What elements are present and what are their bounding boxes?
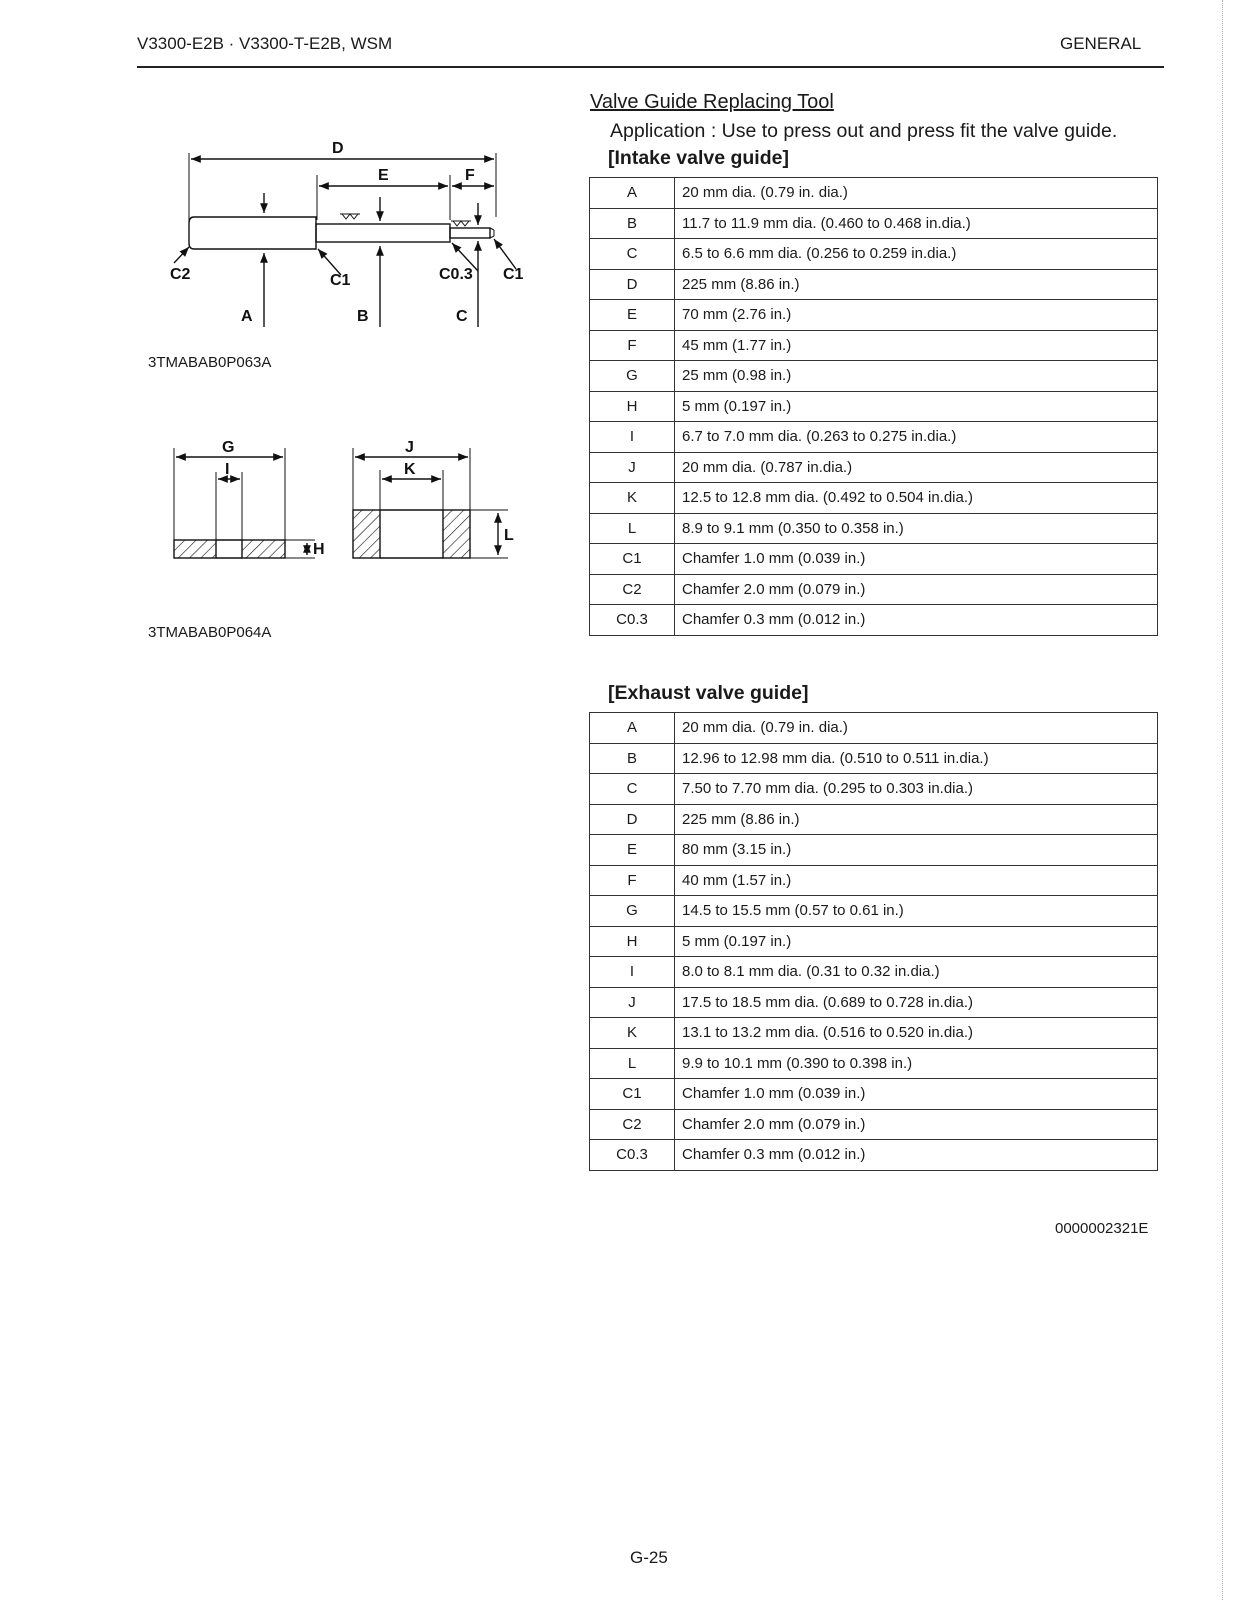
table-row bbox=[590, 330, 1158, 361]
spec-key: H bbox=[590, 391, 675, 422]
spec-value: 20 mm dia. (0.79 in. dia.) bbox=[675, 713, 1158, 744]
spec-key: E bbox=[590, 300, 675, 331]
spec-value: 225 mm (8.86 in.) bbox=[675, 804, 1158, 835]
spec-value: Chamfer 1.0 mm (0.039 in.) bbox=[675, 1079, 1158, 1110]
intake-spec-table bbox=[589, 177, 1158, 636]
table-row bbox=[590, 544, 1158, 575]
spec-value: 40 mm (1.57 in.) bbox=[675, 865, 1158, 896]
spec-key: H bbox=[590, 926, 675, 957]
table-row bbox=[590, 1140, 1158, 1171]
table-row bbox=[590, 957, 1158, 988]
spec-value: 12.96 to 12.98 mm dia. (0.510 to 0.511 in.dia.) bbox=[675, 743, 1158, 774]
spec-key: C0.3 bbox=[590, 1140, 675, 1171]
label-C2: C2 bbox=[170, 266, 191, 283]
table-row bbox=[590, 1018, 1158, 1049]
spec-value: 80 mm (3.15 in.) bbox=[675, 835, 1158, 866]
table-row bbox=[590, 926, 1158, 957]
table-row bbox=[590, 804, 1158, 835]
collar-drawing bbox=[160, 440, 540, 580]
spec-value: Chamfer 0.3 mm (0.012 in.) bbox=[675, 605, 1158, 636]
table-row bbox=[590, 269, 1158, 300]
exhaust-spec-table bbox=[589, 712, 1158, 1171]
label-J: J bbox=[405, 439, 414, 456]
table-row bbox=[590, 896, 1158, 927]
spec-key: G bbox=[590, 361, 675, 392]
table-row bbox=[590, 361, 1158, 392]
label-B: B bbox=[357, 308, 369, 325]
table-row bbox=[590, 743, 1158, 774]
spec-key: J bbox=[590, 452, 675, 483]
table-row bbox=[590, 1079, 1158, 1110]
spec-value: 8.0 to 8.1 mm dia. (0.31 to 0.32 in.dia.) bbox=[675, 957, 1158, 988]
table-row bbox=[590, 1048, 1158, 1079]
label-I: I bbox=[225, 461, 230, 478]
spec-value: 5 mm (0.197 in.) bbox=[675, 926, 1158, 957]
binding-rule bbox=[1222, 0, 1223, 1600]
document-code: 0000002321E bbox=[1055, 1220, 1149, 1237]
spec-key: C2 bbox=[590, 1109, 675, 1140]
spec-value: 17.5 to 18.5 mm dia. (0.689 to 0.728 in.dia.) bbox=[675, 987, 1158, 1018]
spec-value: Chamfer 1.0 mm (0.039 in.) bbox=[675, 544, 1158, 575]
table-row bbox=[590, 987, 1158, 1018]
spec-value: 45 mm (1.77 in.) bbox=[675, 330, 1158, 361]
table-row bbox=[590, 483, 1158, 514]
table-row bbox=[590, 178, 1158, 209]
table-row bbox=[590, 300, 1158, 331]
spec-key: F bbox=[590, 865, 675, 896]
spec-value: 11.7 to 11.9 mm dia. (0.460 to 0.468 in.dia.) bbox=[675, 208, 1158, 239]
spec-key: B bbox=[590, 743, 675, 774]
spec-key: E bbox=[590, 835, 675, 866]
spec-key: G bbox=[590, 896, 675, 927]
header-rule bbox=[137, 66, 1164, 68]
spec-value: 20 mm dia. (0.79 in. dia.) bbox=[675, 178, 1158, 209]
spec-key: F bbox=[590, 330, 675, 361]
table-row bbox=[590, 513, 1158, 544]
label-K: K bbox=[404, 461, 416, 478]
spec-key: A bbox=[590, 178, 675, 209]
label-F: F bbox=[465, 167, 475, 184]
spec-key: L bbox=[590, 1048, 675, 1079]
spec-value: Chamfer 0.3 mm (0.012 in.) bbox=[675, 1140, 1158, 1171]
label-D: D bbox=[332, 140, 344, 157]
table-row bbox=[590, 774, 1158, 805]
table-row bbox=[590, 239, 1158, 270]
page-number: G-25 bbox=[630, 1548, 668, 1567]
table-row bbox=[590, 835, 1158, 866]
spec-value: 25 mm (0.98 in.) bbox=[675, 361, 1158, 392]
table-row bbox=[590, 605, 1158, 636]
spec-key: C2 bbox=[590, 574, 675, 605]
spec-value: 14.5 to 15.5 mm (0.57 to 0.61 in.) bbox=[675, 896, 1158, 927]
label-C: C bbox=[456, 308, 468, 325]
table-row bbox=[590, 208, 1158, 239]
spec-key: J bbox=[590, 987, 675, 1018]
table-row bbox=[590, 422, 1158, 453]
spec-key: D bbox=[590, 269, 675, 300]
exhaust-title: [Exhaust valve guide] bbox=[608, 682, 809, 704]
header-manual-title: V3300-E2B · V3300-T-E2B, WSM bbox=[137, 34, 393, 53]
spec-key: C0.3 bbox=[590, 605, 675, 636]
spec-key: I bbox=[590, 422, 675, 453]
spec-value: 6.7 to 7.0 mm dia. (0.263 to 0.275 in.dia.) bbox=[675, 422, 1158, 453]
table-row bbox=[590, 865, 1158, 896]
table-row bbox=[590, 574, 1158, 605]
table-row bbox=[590, 713, 1158, 744]
spec-key: L bbox=[590, 513, 675, 544]
spec-key: A bbox=[590, 713, 675, 744]
spec-value: Chamfer 2.0 mm (0.079 in.) bbox=[675, 1109, 1158, 1140]
label-C03: C0.3 bbox=[439, 266, 473, 283]
spec-value: 9.9 to 10.1 mm (0.390 to 0.398 in.) bbox=[675, 1048, 1158, 1079]
figure-code-2: 3TMABAB0P064A bbox=[148, 624, 272, 641]
spec-value: 20 mm dia. (0.787 in.dia.) bbox=[675, 452, 1158, 483]
table-row bbox=[590, 391, 1158, 422]
label-H: H bbox=[313, 541, 325, 558]
spec-value: 225 mm (8.86 in.) bbox=[675, 269, 1158, 300]
spec-value: 6.5 to 6.6 mm dia. (0.256 to 0.259 in.dia.) bbox=[675, 239, 1158, 270]
label-C1-left: C1 bbox=[330, 272, 351, 289]
label-G: G bbox=[222, 439, 235, 456]
spec-value: 13.1 to 13.2 mm dia. (0.516 to 0.520 in.dia.) bbox=[675, 1018, 1158, 1049]
spec-key: K bbox=[590, 483, 675, 514]
label-C1-right: C1 bbox=[503, 266, 524, 283]
spec-value: 5 mm (0.197 in.) bbox=[675, 391, 1158, 422]
label-L: L bbox=[504, 527, 514, 544]
spec-key: C bbox=[590, 774, 675, 805]
spec-value: 7.50 to 7.70 mm dia. (0.295 to 0.303 in.dia.) bbox=[675, 774, 1158, 805]
spec-value: 8.9 to 9.1 mm (0.350 to 0.358 in.) bbox=[675, 513, 1158, 544]
spec-key: C bbox=[590, 239, 675, 270]
tool-drawing bbox=[160, 135, 540, 340]
spec-key: C1 bbox=[590, 1079, 675, 1110]
table-row bbox=[590, 1109, 1158, 1140]
intake-title: [Intake valve guide] bbox=[608, 147, 789, 169]
spec-value: 70 mm (2.76 in.) bbox=[675, 300, 1158, 331]
spec-key: I bbox=[590, 957, 675, 988]
label-E: E bbox=[378, 167, 389, 184]
header-section: GENERAL bbox=[1060, 34, 1142, 53]
spec-key: K bbox=[590, 1018, 675, 1049]
table-row bbox=[590, 452, 1158, 483]
spec-value: 12.5 to 12.8 mm dia. (0.492 to 0.504 in.dia.) bbox=[675, 483, 1158, 514]
figure-code-1: 3TMABAB0P063A bbox=[148, 354, 272, 371]
tool-title: Valve Guide Replacing Tool bbox=[590, 91, 834, 113]
application-text: Application : Use to press out and press fit the valve guide. bbox=[610, 120, 1118, 142]
spec-key: B bbox=[590, 208, 675, 239]
label-A: A bbox=[241, 308, 253, 325]
spec-key: C1 bbox=[590, 544, 675, 575]
spec-key: D bbox=[590, 804, 675, 835]
spec-value: Chamfer 2.0 mm (0.079 in.) bbox=[675, 574, 1158, 605]
